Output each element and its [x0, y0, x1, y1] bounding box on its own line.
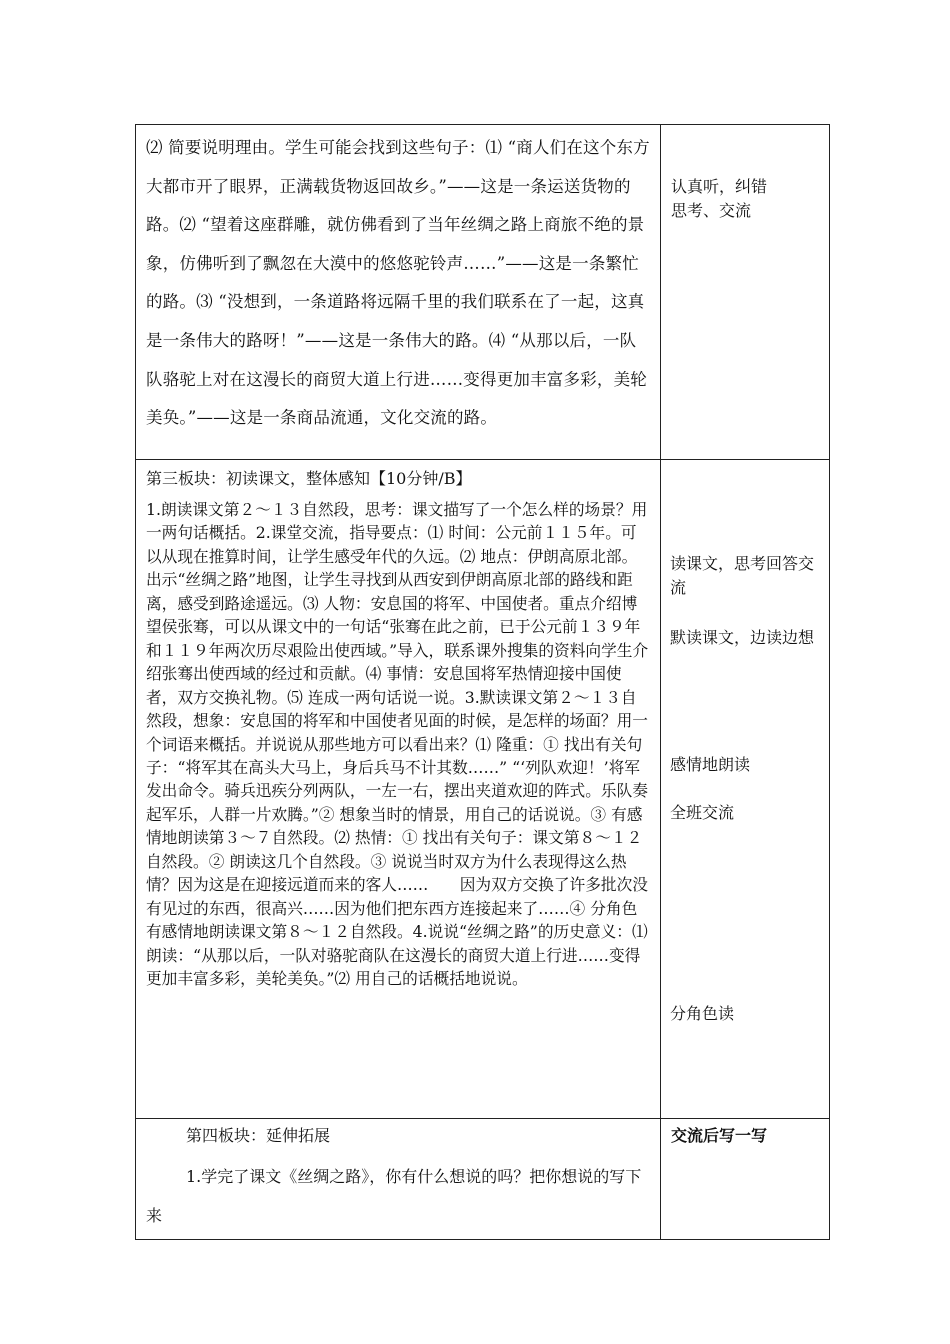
- lesson-plan-table: [135, 124, 830, 1240]
- section-three-body: 1.朗读课文第２～１３自然段，思考：课文描写了一个怎么样的场景？用一两句话概括。2.课堂交流，指导要点：⑴ 时间：公元前１１５年。可以从现在推算时间，让学生感受年代的久远。⑵ 地点：伊朗高原北部。出示“丝绸之路”地图，让学生寻找到从西安到伊朗高原北部的路线和距离，感受到路途遥远。⑶ 人物：安息国的将军、中国使者。重点介绍博望侯张骞，可以从课文中的一句话“张骞在此之前，已于公元前１３９年和１１９年两次历尽艰险出使西域。”导入，联系课外搜集的资料向学生介绍张骞出使西域的经过和贡献。⑷ 事情：安息国将军热情迎接中国使者，双方交换礼物。⑸ 连成一两句话说一说。3.默读课文第２～１３自然段，想象：安息国的将军和中国使者见面的时候，是怎样的场面？用一个词语来概括。并说说从那些地方可以看出来？⑴ 隆重：① 找出有关句子：“将军其在高头大马上，身后兵马不计其数……” “‘列队欢迎！’将军发出命令。骑兵迅疾分列两队，一左一右，摆出夹道欢迎的阵式。乐队奏起军乐，人群一片欢腾。”② 想象当时的情景，用自己的话说说。③ 有感情地朗读第３～７自然段。⑵ 热情：① 找出有关句子：课文第８～１２自然段。② 朗读这几个自然段。③ 说说当时双方为什么表现得这么热情？因为这是在迎接远道而来的客人…… 因为双方交换了许多批次没有见过的东西，很高兴……因为他们把东西方连接起来了……④ 分角色有感情地朗读课文第８～１２自然段。4.说说“丝绸之路”的历史意义：⑴ 朗读：“从那以后，一队对骆驼商队在这漫长的商贸大道上行进……变得更加丰富多彩，美轮美奂。”⑵ 用自己的话概括地说说。: [146, 500, 649, 989]
- note-read-answer: 读课文，思考回答交流: [670, 554, 815, 597]
- section-four-heading: 第四板块：延伸拓展: [186, 1126, 331, 1145]
- note-class-exchange: 全班交流: [670, 803, 735, 822]
- note-silent-read: 默读课文，边读边想: [670, 628, 815, 647]
- row1-right-cell: [661, 125, 830, 460]
- section-four-body: 1.学完了课文《丝绸之路》，你有什么想说的吗？把你想说的写下来: [146, 1167, 642, 1225]
- note-emotional-read: 感情地朗读: [670, 755, 751, 774]
- section-three-heading: 第三板块：初读课文，整体感知【10分钟/B】: [146, 469, 472, 488]
- row2-right-cell: [661, 460, 830, 1119]
- row2-left-cell: [136, 460, 661, 1119]
- table-row: [136, 460, 830, 1119]
- note-think-exchange: 思考、交流: [671, 201, 752, 220]
- table-row: [136, 1119, 830, 1240]
- note-write-after-exchange: 交流后写一写: [671, 1126, 768, 1145]
- note-role-read: 分角色读: [670, 1004, 735, 1023]
- reasons-paragraph: ⑵ 简要说明理由。学生可能会找到这些句子：⑴ “商人们在这个东方大都市开了眼界，正满载货物返回故乡。”——这是一条运送货物的路。⑵ “望着这座群雕，就仿佛看到了当年丝绸之路上商旅不绝的景象，仿佛听到了飘忽在大漠中的悠悠驼铃声……”——这是一条繁忙的路。⑶ “没想到，一条道路将远隔千里的我们联系在了一起，这真是一条伟大的路呀！”——这是一条伟大的路。⑷ “从那以后，一队队骆驼上对在这漫长的商贸大道上行进……变得更加丰富多彩，美轮美奂。”——这是一条商品流通，文化交流的路。: [146, 138, 650, 428]
- note-listen-correct: 认真听，纠错: [671, 177, 768, 196]
- row1-left-cell: [136, 125, 661, 460]
- row3-left-cell: [136, 1119, 661, 1240]
- table-row: [136, 125, 830, 460]
- row3-right-cell: [661, 1119, 830, 1240]
